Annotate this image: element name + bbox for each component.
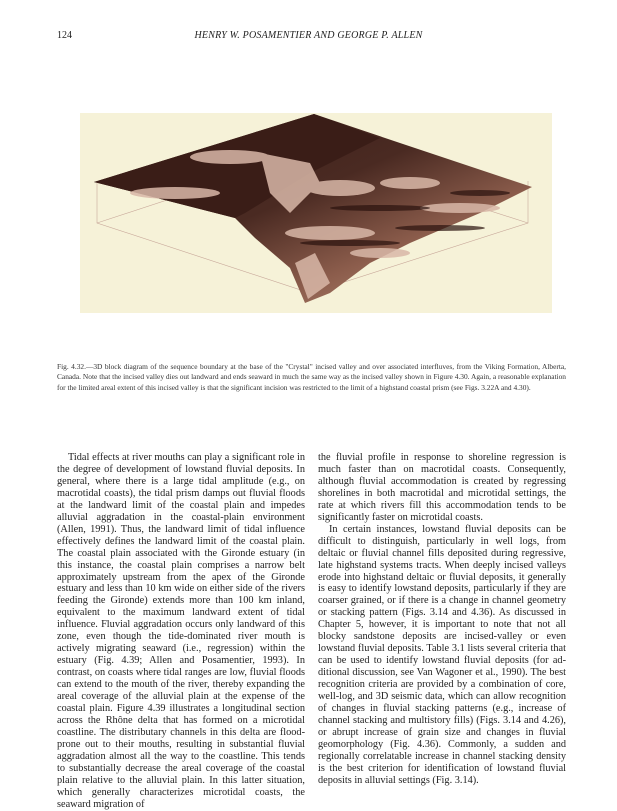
paragraph: Tidal effects at river mouths can play a significant role in the degree of development of lowstand fluvial deposits. In general, where there is a large tidal amplitude (e.g., on macrotidal coasts), the tidal prism damps out fluvial floods at the landward limit of the coastal plain and impedes alluvial aggradation in the coastal-plain environment (Allen, 1991). Thus, the landward limit of tidal influence effectively defines the landward limit of the coastal plain. The coastal plain associated with the Gironde estuary (in this instance, the coastal plain comprises a narrow belt approximately upstream from the apex of the Gironde estuary and less than 10 km wide on either side of the rivers feeding the Gironde) extends more than 100 km inland, equivalent to the maximum landward extent of tidal influence. Fluvial aggradation occurs only landward of this zone, even though the tide-dominated river mouth is actively migrating seaward (i.e., regression) within the estuary (Fig. 4.39; Allen and Posamentier, 1993). In contrast, on coasts where tidal ranges are low, fluvial floods can extend to the mouth of the river, thereby expanding the areal coverage of the alluvial plain at the expense of the coastal plain. Figure 4.39 illustrates a longitudinal section across the Rhône delta that has formed on a microtidal coastline. The distributary channels in this delta are flood-prone out to their mouths, resulting in substantial fluvial aggradation almost all the way to the coastline. This tends to substantially decrease the areal coverage of the coastal plain relative to the alluvial plain. In this latter situation, which generally characterizes microtidal coasts, the seaward migration of (57, 452, 305, 810)
figure-caption: Fig. 4.32.—3D block diagram of the sequence boundary at the base of the "Crystal" incised valley and over associated interfluves, from the Viking Formation, Alberta, Canada. Note that the incised valley dies out landward and ends seaward in much the same way as the incised valley shown in Figure 4.30. Again, a reasonable explanation for the limited areal extent of this incised valley is that the significant incision was restricted to the limit of a highstand coastal prism (see Figs. 3.22A and 4.30). (57, 362, 566, 392)
running-head: HENRY W. POSAMENTIER AND GEORGE P. ALLEN (194, 30, 423, 41)
block-diagram-figure (80, 113, 552, 313)
left-column (57, 452, 305, 811)
block-diagram-image (80, 113, 552, 313)
page-number: 124 (57, 30, 72, 41)
right-column (318, 452, 566, 787)
paragraph: the fluvial profile in response to shoreline regression is much faster than on macrotidal coasts. Consequently, although fluvial accommodation is created by regressing shorelines in both macrotidal and microtidal settings, the rate at which rivers fill this accommodation tends to be significantly faster on microtidal coasts. (318, 452, 566, 523)
paragraph: In certain instances, lowstand fluvial deposits can be difficult to distinguish, particularly in well logs, from deltaic or fluvial channel fills deposited during regressive, late highstand systems tracts. When deeply incised valleys erode into highstand deltaic or fluvial deposits, it generally is easy to identify lowstand deposits, particularly if they are coarser grained, or if there is a change in channel geometry or stacking pattern (Figs. 3.14 and 4.36). As discussed in Chapter 5, however, it is important to note that not all blocky sandstone deposits are incised-valley or even lowstand fluvial deposits. Table 3.1 lists several criteria that can be used to identify lowstand fluvial deposits (for additional discussion, see Van Wagoner et al., 1990). The best recognition criteria are provided by a combination of core, well-log, and 3D seismic data, which can allow recognition of changes in fluvial stacking patterns (e.g., increase of channel stacking and multistory fills) (Figs. 3.14 and 4.26), or abrupt increase of grain size and changes in fluvial geomorphology (Fig. 4.36). Commonly, a sudden and regionally correlatable increase in channel stacking density is the best criterion for identification of lowstand fluvial deposits in alluvial settings (Fig. 3.14). (318, 523, 566, 786)
